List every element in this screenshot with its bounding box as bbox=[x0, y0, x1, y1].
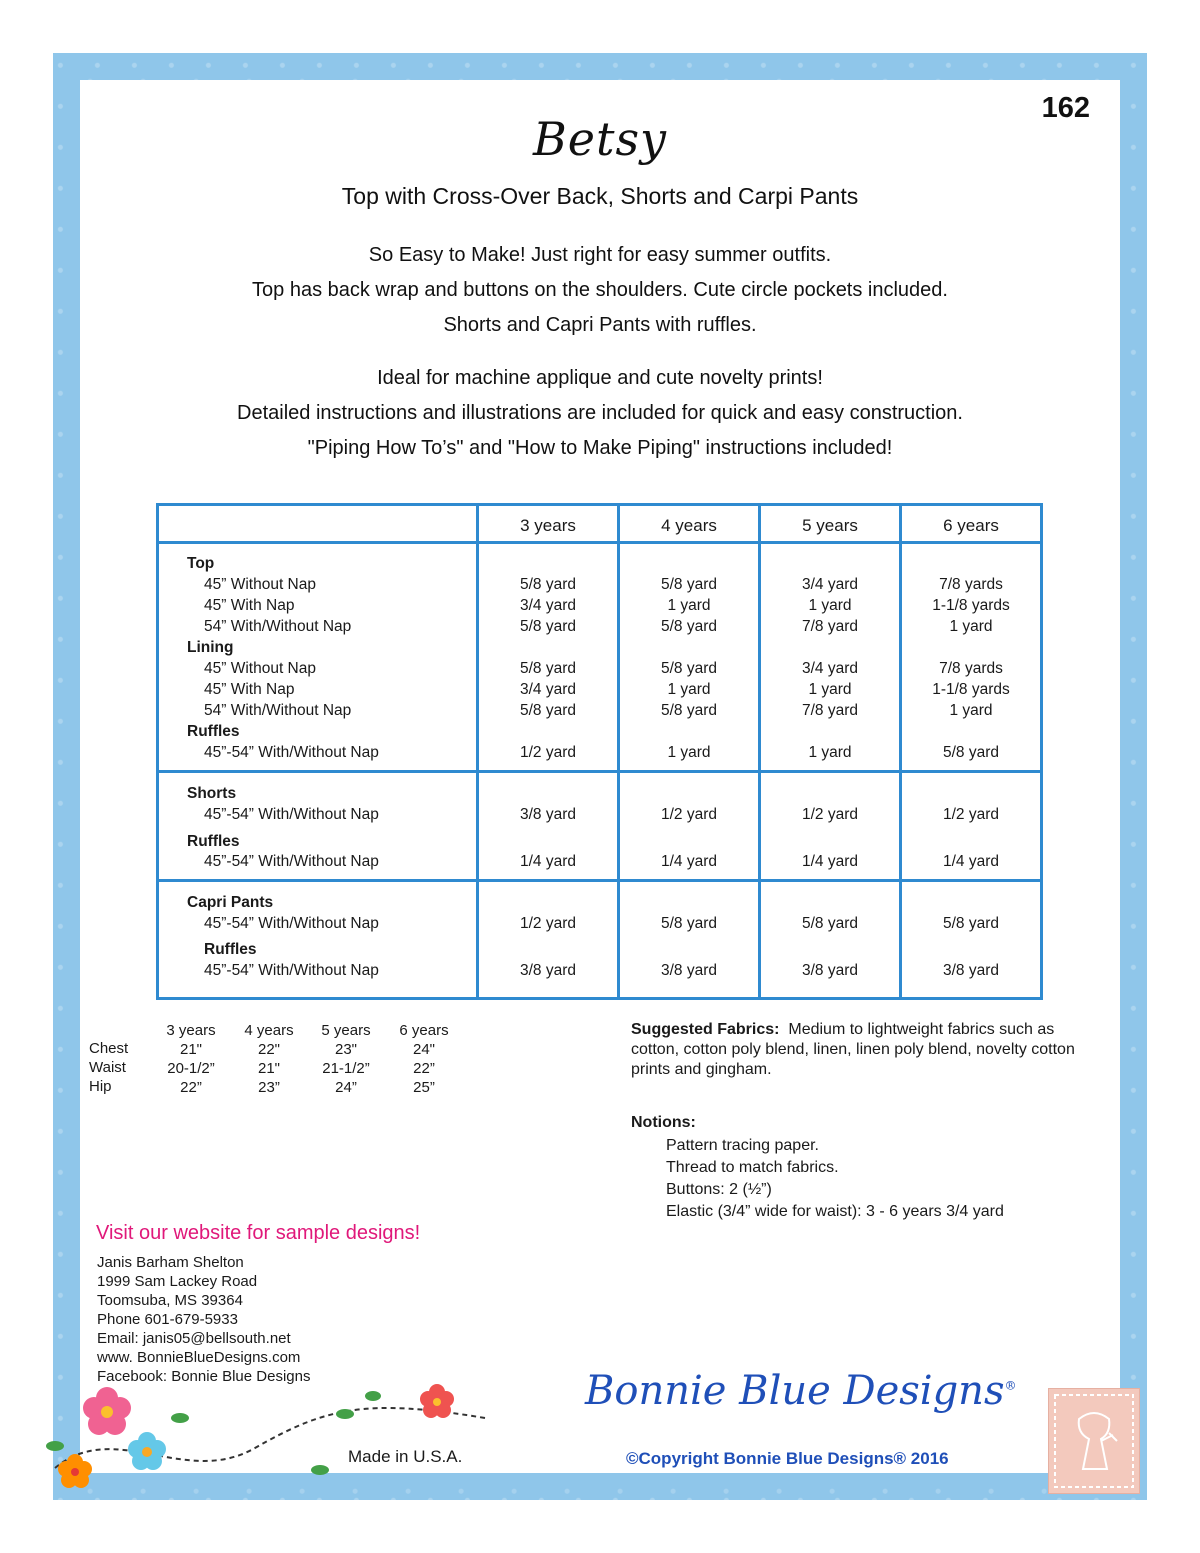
brand-name: Bonnie Blue Designs bbox=[585, 1368, 1005, 1414]
size-row-label: Waist bbox=[89, 1059, 126, 1076]
registered-mark: ® bbox=[1004, 1378, 1017, 1393]
suggested-fabrics bbox=[631, 1020, 1091, 1080]
blue-flower-icon bbox=[128, 1432, 166, 1470]
contact-website: www. BonnieBlueDesigns.com bbox=[97, 1349, 301, 1366]
leaf-icon bbox=[46, 1441, 64, 1451]
row-label: 45”-54” With/Without Nap bbox=[204, 915, 379, 932]
table-divider bbox=[159, 770, 1040, 773]
table-cell: 1/4 yard bbox=[942, 853, 999, 870]
contact-line: 1999 Sam Lackey Road bbox=[97, 1273, 258, 1290]
section-label-ruffles: Ruffles bbox=[187, 833, 240, 850]
table-cell: 1/2 yard bbox=[519, 744, 576, 761]
size-value: 25” bbox=[413, 1079, 435, 1096]
row-label: 45”-54” With/Without Nap bbox=[204, 853, 379, 870]
table-cell: 1 yard bbox=[667, 681, 711, 698]
description-line: Top has back wrap and buttons on the shoulders. Cute circle pockets included. bbox=[252, 279, 948, 301]
table-cell: 5/8 yard bbox=[660, 576, 717, 593]
leaf-icon bbox=[171, 1413, 189, 1423]
table-cell: 7/8 yard bbox=[801, 702, 858, 719]
table-cell: 1-1/8 yards bbox=[932, 681, 1010, 698]
leaf-icon bbox=[311, 1465, 329, 1475]
size-value: 24" bbox=[412, 1041, 435, 1058]
description-line: So Easy to Make! Just right for easy summer outfits. bbox=[368, 244, 832, 266]
pattern-title: Betsy bbox=[532, 112, 668, 166]
row-label: 45”-54” With/Without Nap bbox=[204, 744, 379, 761]
table-cell: 1/2 yard bbox=[942, 806, 999, 823]
table-cell: 5/8 yard bbox=[660, 915, 717, 932]
yardage-table bbox=[156, 503, 1043, 1000]
table-cell: 1/2 yard bbox=[801, 806, 858, 823]
row-label: 45” With Nap bbox=[204, 681, 295, 698]
table-cell: 5/8 yard bbox=[801, 915, 858, 932]
table-divider bbox=[159, 879, 1040, 882]
row-label: 45”-54” With/Without Nap bbox=[204, 806, 379, 823]
table-cell: 1 yard bbox=[949, 618, 993, 635]
table-cell: 1 yard bbox=[667, 744, 711, 761]
notion-item: Thread to match fabrics. bbox=[666, 1159, 839, 1176]
table-cell: 5/8 yard bbox=[942, 915, 999, 932]
table-cell: 3/8 yard bbox=[801, 962, 858, 979]
contact-line: Phone 601-679-5933 bbox=[97, 1311, 238, 1328]
pink-flower-icon bbox=[420, 1384, 454, 1418]
table-cell: 1/2 yard bbox=[519, 915, 576, 932]
row-label: 45” With Nap bbox=[204, 597, 295, 614]
table-cell: 3/4 yard bbox=[519, 681, 576, 698]
contact-line: Toomsuba, MS 39364 bbox=[97, 1292, 243, 1309]
size-value: 23" bbox=[334, 1041, 357, 1058]
table-cell: 7/8 yard bbox=[801, 618, 858, 635]
row-label: 54” With/Without Nap bbox=[204, 618, 352, 635]
visit-website-text: Visit our website for sample designs! bbox=[96, 1222, 421, 1244]
column-header: 5 years bbox=[802, 516, 858, 535]
copyright-text: ©Copyright Bonnie Blue Designs® 2016 bbox=[626, 1449, 949, 1468]
size-header: 5 years bbox=[321, 1022, 371, 1039]
leaf-icon bbox=[365, 1391, 381, 1401]
row-label: 45” Without Nap bbox=[204, 576, 316, 593]
notion-item: Buttons: 2 (½”) bbox=[666, 1181, 772, 1198]
size-header: 3 years bbox=[166, 1022, 216, 1039]
size-value: 21-1/2” bbox=[322, 1060, 370, 1077]
description-line: Ideal for machine applique and cute novelty prints! bbox=[377, 367, 823, 389]
section-label-lining: Lining bbox=[187, 639, 234, 656]
notion-item: Pattern tracing paper. bbox=[666, 1137, 819, 1154]
table-cell: 3/8 yard bbox=[519, 806, 576, 823]
table-cell: 5/8 yard bbox=[660, 618, 717, 635]
table-cell: 3/8 yard bbox=[660, 962, 717, 979]
table-cell: 5/8 yard bbox=[519, 702, 576, 719]
table-cell: 1/4 yard bbox=[519, 853, 576, 870]
page-number: 162 bbox=[1041, 92, 1090, 124]
size-value: 23” bbox=[258, 1079, 280, 1096]
table-cell: 1 yard bbox=[808, 744, 852, 761]
suggested-fabrics-text: Medium to lightweight fabrics such as cotton, cotton poly blend, linen, linen poly blend, novelty cotton prints and gingham. bbox=[631, 1021, 1075, 1078]
pink-flower-icon bbox=[83, 1387, 131, 1435]
table-cell: 7/8 yards bbox=[939, 660, 1003, 677]
size-value: 24” bbox=[335, 1079, 357, 1096]
table-cell: 1-1/8 yards bbox=[932, 597, 1010, 614]
section-label-capri: Capri Pants bbox=[187, 894, 274, 911]
column-header: 4 years bbox=[661, 516, 717, 535]
table-cell: 5/8 yard bbox=[519, 660, 576, 677]
table-cell: 5/8 yard bbox=[519, 576, 576, 593]
size-value: 21" bbox=[257, 1060, 280, 1077]
made-in-text: Made in U.S.A. bbox=[348, 1447, 463, 1466]
size-value: 20-1/2” bbox=[167, 1060, 215, 1077]
suggested-fabrics-label: Suggested Fabrics: bbox=[631, 1021, 780, 1038]
contact-line: Janis Barham Shelton bbox=[97, 1254, 244, 1271]
size-row-label: Chest bbox=[89, 1040, 129, 1057]
size-header: 4 years bbox=[244, 1022, 294, 1039]
notions-label: Notions: bbox=[631, 1114, 696, 1131]
row-label: 54” With/Without Nap bbox=[204, 702, 352, 719]
table-cell: 5/8 yard bbox=[660, 702, 717, 719]
column-header: 3 years bbox=[520, 516, 576, 535]
size-row-label: Hip bbox=[89, 1078, 112, 1095]
table-cell: 1 yard bbox=[808, 681, 852, 698]
section-label-top: Top bbox=[187, 555, 215, 572]
table-cell: 5/8 yard bbox=[942, 744, 999, 761]
pattern-subtitle: Top with Cross-Over Back, Shorts and Carpi Pants bbox=[341, 183, 859, 209]
table-divider bbox=[159, 541, 1040, 544]
contact-facebook: Facebook: Bonnie Blue Designs bbox=[97, 1368, 311, 1385]
row-label: 45”-54” With/Without Nap bbox=[204, 962, 379, 979]
size-header: 6 years bbox=[399, 1022, 449, 1039]
section-label-ruffles: Ruffles bbox=[187, 723, 240, 740]
table-cell: 1 yard bbox=[667, 597, 711, 614]
size-value: 22” bbox=[180, 1079, 202, 1096]
description-line: "Piping How To’s" and "How to Make Piping" instructions included! bbox=[307, 437, 893, 459]
notion-item: Elastic (3/4” wide for waist): 3 - 6 years 3/4 yard bbox=[666, 1203, 1004, 1220]
table-cell: 1 yard bbox=[808, 597, 852, 614]
brand-logo-text bbox=[585, 1368, 1016, 1414]
table-cell: 1/2 yard bbox=[660, 806, 717, 823]
table-cell: 7/8 yards bbox=[939, 576, 1003, 593]
table-cell: 5/8 yard bbox=[519, 618, 576, 635]
size-value: 22” bbox=[413, 1060, 435, 1077]
size-value: 22" bbox=[257, 1041, 280, 1058]
table-cell: 3/8 yard bbox=[942, 962, 999, 979]
table-cell: 3/4 yard bbox=[801, 576, 858, 593]
row-label: 45” Without Nap bbox=[204, 660, 316, 677]
table-cell: 3/8 yard bbox=[519, 962, 576, 979]
leaf-icon bbox=[336, 1409, 354, 1419]
sunbonnet-girl-icon bbox=[1049, 1389, 1139, 1493]
size-value: 21" bbox=[179, 1041, 202, 1058]
description-line: Shorts and Capri Pants with ruffles. bbox=[443, 314, 757, 336]
column-header: 6 years bbox=[943, 516, 999, 535]
contact-email: Email: janis05@bellsouth.net bbox=[97, 1330, 291, 1347]
table-cell: 3/4 yard bbox=[519, 597, 576, 614]
description-line: Detailed instructions and illustrations are included for quick and easy construction. bbox=[237, 402, 963, 424]
table-cell: 1/4 yard bbox=[801, 853, 858, 870]
table-cell: 1 yard bbox=[949, 702, 993, 719]
table-cell: 3/4 yard bbox=[801, 660, 858, 677]
table-cell: 1/4 yard bbox=[660, 853, 717, 870]
flower-vine-decoration bbox=[35, 1378, 505, 1498]
section-label-ruffles: Ruffles bbox=[204, 941, 257, 958]
section-label-shorts: Shorts bbox=[187, 785, 237, 802]
sunbonnet-logo bbox=[1048, 1388, 1140, 1494]
orange-flower-icon bbox=[58, 1454, 92, 1488]
table-cell: 5/8 yard bbox=[660, 660, 717, 677]
